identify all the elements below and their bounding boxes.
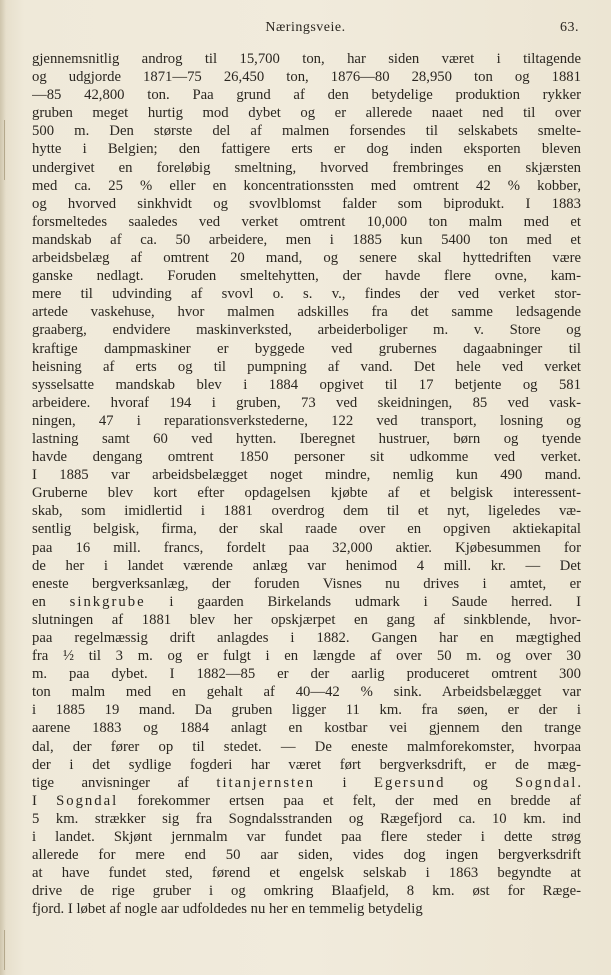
text-line: skab, som imidlertid i 1881 overdrog dem til et nyt, ligeledes væ- [32, 503, 581, 520]
spaced-emphasis: Egersund [374, 774, 446, 791]
text-line: de her i landet værende anlæg var henimod 4 mill. kr. — Det [32, 557, 581, 574]
running-title: Næringsveie. [265, 20, 346, 35]
running-header [32, 20, 579, 40]
text-line: heisning af erts og til pumpning af vand. Det hele ved verket [32, 358, 581, 375]
text-line: fra ½ til 3 m. og er fulgt i en længde af over 50 m. og over 30 [32, 648, 581, 665]
text-line: i 1885 19 mand. Da gruben ligger 11 km. fra søen, er der i [32, 702, 581, 719]
text-line: en sinkgrube i gaarden Birkelands udmark i Saude herred. I [32, 593, 581, 610]
text-line: m. paa dybet. I 1882—85 er der aarlig produceret omtrent 300 [32, 666, 581, 683]
text-line: drive de rige gruber i og omkring Blaafjeld, 8 km. øst for Ræge- [32, 883, 581, 900]
text-line: aarene 1883 og 1884 anlagt en kostbar vei gjennem den trange [32, 720, 581, 737]
text-line: I Sogndal forekommer ertsen paa et felt, der med en bredde af [32, 792, 581, 809]
text-line: fjord. I løbet af nogle aar udfoldedes nu her en temmelig betydelig [32, 901, 423, 918]
spaced-emphasis: titanjernsten [216, 774, 315, 791]
text-line: gruben meget hurtig mod dybet og er allerede naaet ned til over [32, 105, 581, 122]
text-line: undergivet en foreløbig smeltning, hvorved frembringes en skjærsten [32, 159, 581, 176]
text-line: og udgjorde 1871—75 26,450 ton, 1876—80 28,950 ton og 1881 [32, 69, 581, 86]
text-line: sentlig belgisk, firma, der skal raade over en opgiven aktiekapital [32, 521, 581, 538]
text-line: artede vaskehuse, hvor malmen adskilles fra det samme ledsagende [32, 304, 581, 321]
text-line: lastning samt 60 ved hytten. Iberegnet hustruer, børn og tyende [32, 430, 581, 447]
text-line: allerede for mere end 50 aar siden, vides dog ingen bergverksdrift [32, 847, 581, 864]
page-edge-mark [4, 930, 5, 970]
page-number: 63. [560, 20, 579, 35]
text-line: kraftige dampmaskiner er byggede ved grubernes dagaabninger til [32, 340, 581, 357]
text-line: mandskab af ca. 50 arbeidere, men i 1885 kun 5400 ton med et [32, 231, 581, 248]
text-line: tige anvisninger af titanjernsten i Egersund og Sogndal. [32, 774, 581, 791]
text-line: eneste bergverksanlæg, der foruden Visnes nu drives i amtet, er [32, 575, 581, 592]
body-text [32, 50, 581, 919]
text-line: sysselsatte mandskab blev i 1884 opgivet til 17 betjente og 581 [32, 376, 581, 393]
text-line: 500 m. Den største del af malmen forsendes til selskabets smelte- [32, 123, 581, 140]
text-line: at have fundet sted, førend et engelsk selskab i 1863 begyndte at [32, 865, 581, 882]
text-line: med ca. 25 % eller en koncentrationssten med omtrent 42 % kobber, [32, 177, 581, 194]
text-line: ton malm med en gehalt af 40—42 % sink. Arbeidsbelægget var [32, 684, 581, 701]
text-line: der i det sydlige fogderi har været ført bergverksdrift, er de mæg- [32, 756, 581, 773]
text-line: mere til udvinding af svovl o. s. v., findes der ved verket stor- [32, 286, 581, 303]
text-line: I 1885 var arbeidsbelægget noget mindre, nemlig kun 490 mand. [32, 467, 581, 484]
text-line: ningen, 47 i reparationsverkstederne, 122 ved transport, losning og [32, 412, 581, 429]
text-line: og hvorved sinkhvidt og svovlblomst falder som biprodukt. I 1883 [32, 195, 581, 212]
spaced-emphasis: Sogndal [515, 774, 578, 791]
text-line: Gruberne blev kort efter opdagelsen kjøbte af et belgisk interessent- [32, 485, 581, 502]
page-edge-mark [4, 120, 5, 180]
page-binding-edge [0, 0, 6, 975]
text-line: gjennemsnitlig androg til 15,700 ton, har siden været i tiltagende [32, 51, 581, 67]
spaced-emphasis: Sogndal [56, 792, 119, 809]
text-line: 5 km. strækker sig fra Sogndalsstranden og Rægefjord ca. 10 km. ind [32, 810, 581, 827]
text-line: graaberg, endvidere maskinverksted, arbeiderboliger m. v. Store og [32, 322, 581, 339]
text-line: arbeidsbelæg af omtrent 20 mand, og senere skal hyttedriften være [32, 250, 581, 267]
text-line: i landet. Skjønt jernmalm var fundet paa flere steder i dette strøg [32, 829, 581, 846]
text-line: paa 16 mill. francs, fordelt paa 32,000 aktier. Kjøbesummen for [32, 539, 581, 556]
text-line: havde dengang omtrent 1850 personer sit udkomme ved verket. [32, 449, 581, 466]
text-line: dal, der fører op til stedet. — De eneste malmforekomster, hvorpaa [32, 738, 581, 755]
text-line: slutningen af 1881 blev her opskjærpet en gang af sinkblende, hvor- [32, 611, 581, 628]
spaced-emphasis: sinkgrube [69, 593, 146, 610]
text-line: forsmeltedes saaledes ved verket omtrent 10,000 ton malm med et [32, 213, 581, 230]
text-line: paa regelmæssig drift anlagdes i 1882. Gangen har en mægtighed [32, 630, 581, 646]
text-line: —85 42,800 ton. Paa grund af den betydelige produktion rykker [32, 87, 581, 104]
text-line: arbeidere. hvoraf 194 i gruben, 73 ved skeidningen, 85 ved vask- [32, 394, 581, 411]
text-line: hytte i Belgien; den fattigere erts er dog inden eksporten bleven [32, 141, 581, 158]
text-line: ganske nedlagt. Foruden smeltehytten, der havde flere ovne, kam- [32, 268, 581, 285]
